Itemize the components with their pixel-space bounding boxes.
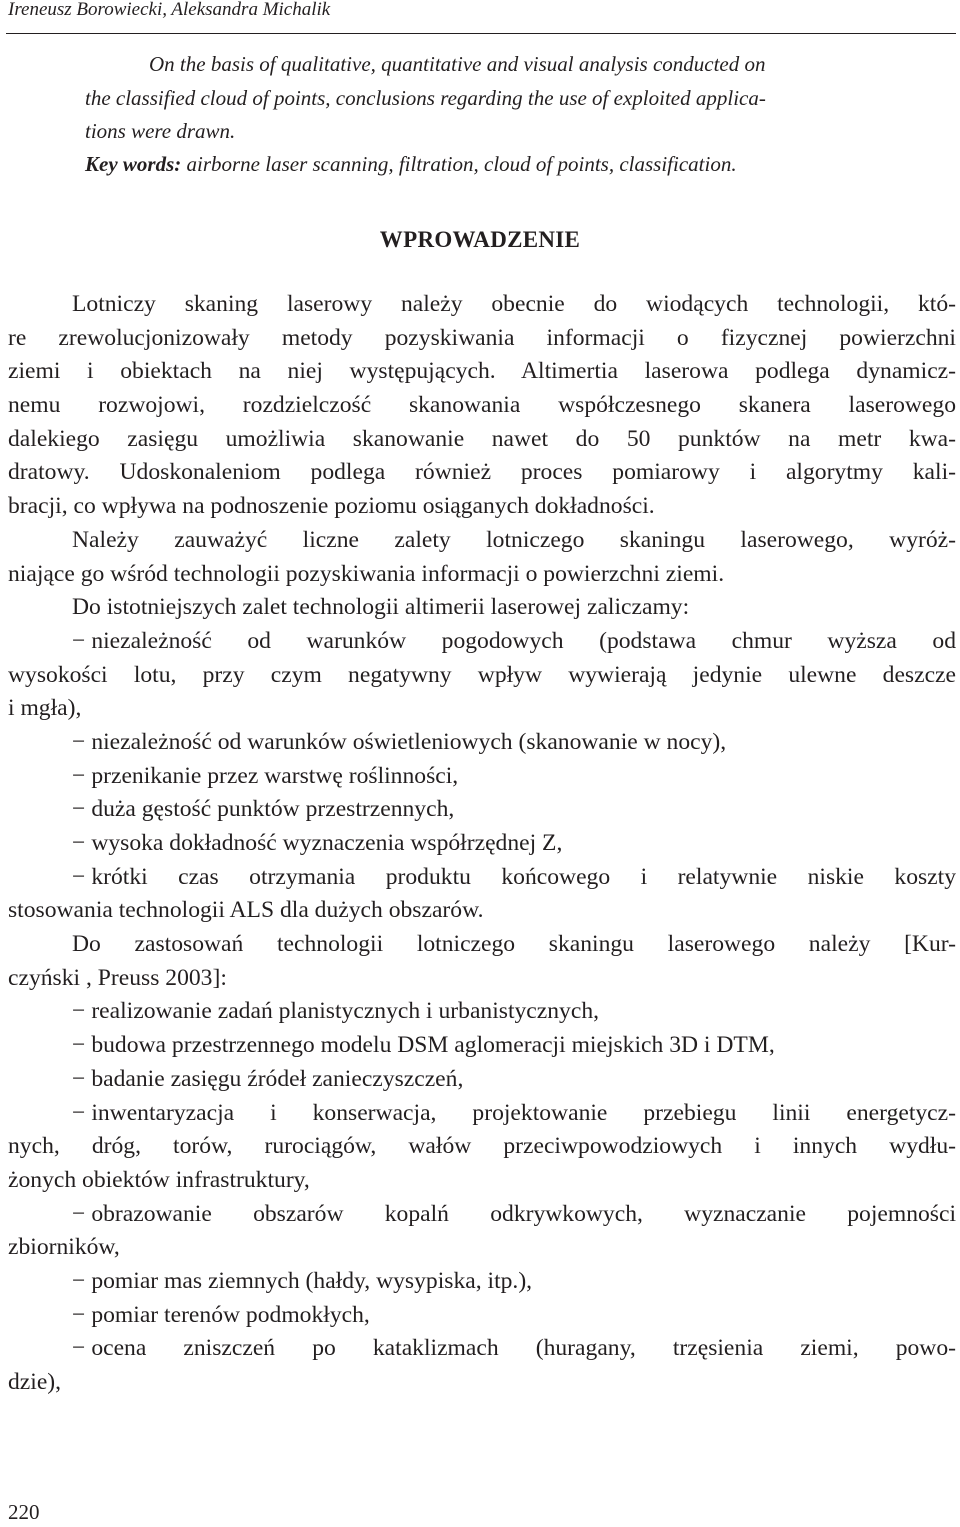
abstract-line: the classified cloud of points, conclusions regarding the use of exploited applica- bbox=[85, 85, 766, 110]
body-line: niające go wśród technologii pozyskiwania informacji o powierzchni ziemi. bbox=[8, 560, 725, 587]
list-item bbox=[8, 827, 956, 861]
list-item bbox=[8, 760, 956, 794]
list-item-text: obrazowanie obszarów kopalń odkrywkowych, wyznaczanie pojemności bbox=[91, 1200, 956, 1227]
body-line: wysokości lotu, przy czym negatywny wpływ wywierają jedynie ulewne deszcze bbox=[8, 661, 956, 688]
body-line: czyński , Preuss 2003]: bbox=[8, 964, 227, 991]
bullet-dash: − bbox=[72, 1301, 86, 1328]
bullet-dash: − bbox=[72, 762, 86, 789]
body-line: dzie), bbox=[8, 1369, 62, 1395]
list-item bbox=[8, 726, 956, 760]
body-line: dalekiego zasięgu umożliwia skanowanie nawet do 50 punktów na metr kwa- bbox=[8, 425, 956, 452]
body-line: Do zastosowań technologii lotniczego skaningu laserowego należy [Kur- bbox=[72, 931, 956, 958]
body-text bbox=[8, 288, 956, 1400]
list-item bbox=[8, 1097, 956, 1131]
list-item bbox=[8, 793, 956, 827]
bullet-dash: − bbox=[72, 1099, 86, 1126]
bullet-dash: − bbox=[72, 728, 86, 755]
list-item bbox=[8, 1265, 956, 1299]
list-item-text: inwentaryzacja i konserwacja, projektowanie przebiegu linii energetycz- bbox=[91, 1099, 956, 1126]
list-item-text: przenikanie przez warstwę roślinności, bbox=[91, 762, 459, 789]
body-line: bracji, co wpływa na podnoszenie poziomu osiąganych dokładności. bbox=[8, 493, 655, 520]
list-item-text: realizowanie zadań planistycznych i urbanistycznych, bbox=[91, 998, 600, 1025]
bullet-dash: − bbox=[72, 863, 86, 890]
bullet-dash: − bbox=[72, 627, 86, 654]
bullet-dash: − bbox=[72, 830, 86, 856]
list-item bbox=[8, 1029, 956, 1063]
list-item bbox=[8, 1063, 956, 1097]
bullet-dash: − bbox=[72, 796, 86, 823]
body-line: ziemi i obiektach na niej występujących. Altimertia laserowa podlega dynamicz- bbox=[8, 358, 956, 385]
running-header-authors: Ireneusz Borowiecki, Aleksandra Michalik bbox=[8, 0, 331, 20]
list-item-text: budowa przestrzennego modelu DSM aglomeracji miejskich 3D i DTM, bbox=[91, 1032, 775, 1059]
abstract-line: tions were drawn. bbox=[85, 119, 236, 144]
page-number: 220 bbox=[8, 1500, 40, 1524]
body-line: żonych obiektów infrastruktury, bbox=[8, 1166, 310, 1193]
list-item bbox=[8, 995, 956, 1029]
bullet-dash: − bbox=[72, 998, 86, 1025]
body-line: Do istotniejszych zalet technologii altimerii laserowej zaliczamy: bbox=[72, 594, 690, 621]
list-item-text: duża gęstość punktów przestrzennych, bbox=[91, 796, 455, 823]
body-line: dratowy. Udoskonaleniom podlega również proces pomiarowy i algorytmy kali- bbox=[8, 459, 956, 486]
list-item-text: badanie zasięgu źródeł zanieczyszczeń, bbox=[91, 1065, 464, 1092]
list-item bbox=[8, 1198, 956, 1232]
keywords bbox=[85, 148, 885, 182]
abstract bbox=[85, 48, 885, 149]
list-item-text: niezależność od warunków pogodowych (podstawa chmur wyższa od bbox=[91, 627, 956, 654]
list-item bbox=[8, 1299, 956, 1333]
bullet-dash: − bbox=[72, 1065, 86, 1092]
bullet-dash: − bbox=[72, 1335, 86, 1362]
body-line: zbiorników, bbox=[8, 1234, 120, 1261]
list-item-text: krótki czas otrzymania produktu końcowego i relatywnie niskie koszty bbox=[91, 863, 956, 890]
keywords-text: airborne laser scanning, filtration, cloud of points, classification. bbox=[181, 152, 737, 176]
bullet-dash: − bbox=[72, 1032, 86, 1059]
keywords-line bbox=[85, 148, 885, 182]
list-item-text: niezależność od warunków oświetleniowych (skanowanie w nocy), bbox=[91, 728, 727, 755]
section-heading: WPROWADZENIE bbox=[379, 227, 581, 252]
bullet-dash: − bbox=[72, 1267, 86, 1294]
list-item bbox=[8, 861, 956, 895]
body-line: Lotniczy skaning laserowy należy obecnie do wiodących technologii, któ- bbox=[72, 291, 956, 317]
bullet-dash: − bbox=[72, 1200, 86, 1227]
list-item-text: wysoka dokładność wyznaczenia współrzędnej Z, bbox=[91, 830, 563, 856]
keywords-label: Key words: bbox=[85, 152, 182, 176]
list-item-text: pomiar terenów podmokłych, bbox=[91, 1301, 370, 1328]
body-line: re zrewolucjonizowały metody pozyskiwania informacji o fizycznej powierzchni bbox=[8, 324, 956, 351]
body-line: i mgła), bbox=[8, 695, 82, 722]
body-line: nemu rozwojowi, rozdzielczość skanowania współczesnego skanera laserowego bbox=[8, 392, 956, 419]
list-item bbox=[8, 625, 956, 659]
header-rule bbox=[6, 33, 956, 34]
list-item-text: ocena zniszczeń po kataklizmach (huragany, trzęsienia ziemi, powo- bbox=[91, 1335, 956, 1362]
list-item bbox=[8, 1332, 956, 1366]
body-line: stosowania technologii ALS dla dużych obszarów. bbox=[8, 897, 484, 924]
abstract-line: On the basis of qualitative, quantitative and visual analysis conducted on bbox=[149, 52, 766, 76]
list-item-text: pomiar mas ziemnych (hałdy, wysypiska, itp.), bbox=[91, 1267, 533, 1294]
body-line: nych, dróg, torów, rurociągów, wałów przeciwpowodziowych i innych wydłu- bbox=[8, 1133, 956, 1160]
body-line: Należy zauważyć liczne zalety lotniczego skaningu laserowego, wyróż- bbox=[72, 526, 956, 553]
